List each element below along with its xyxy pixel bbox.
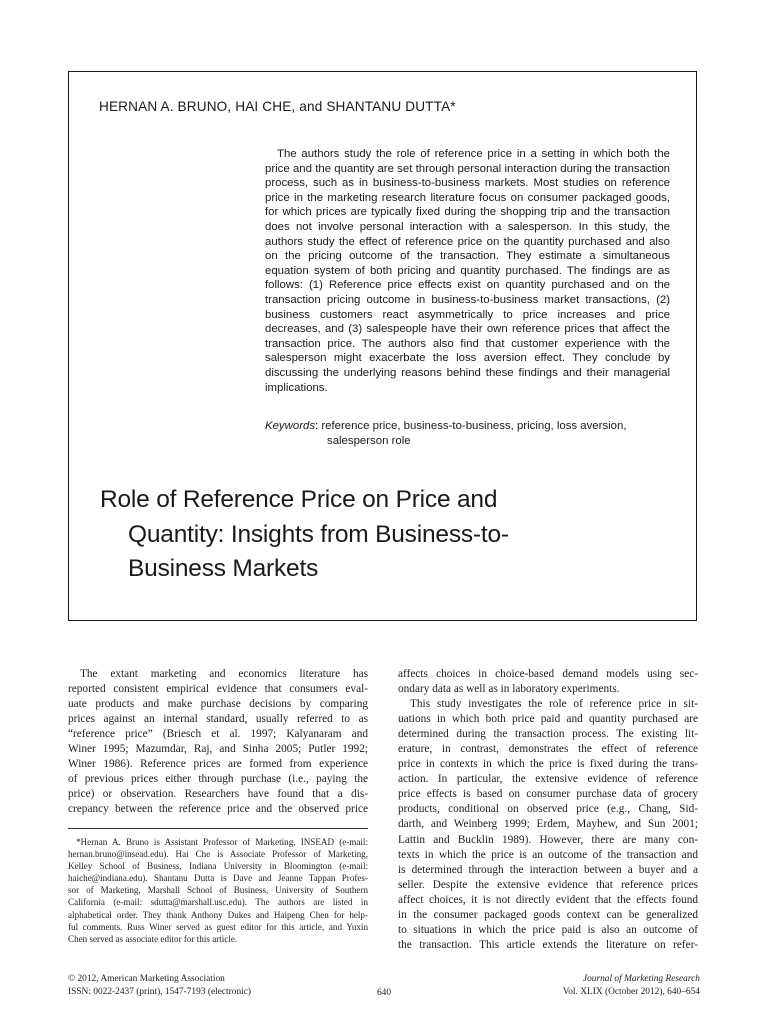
body-right-line: Lattin and Bucklin 1989). However, there are many con- (398, 833, 698, 846)
footnote-line: ful comments. Russ Winer served as guest editor for this article, and Yuxin (68, 921, 368, 932)
body-right-line: ondary data as well as in laboratory experiments. (398, 683, 620, 696)
body-right-line: to situations in which the price paid is also an outcome of (398, 923, 698, 936)
body-left-line: reported consistent empirical evidence that consumers eval- (68, 683, 368, 696)
body-right-line: price in contexts in which the price is fixed during the trans- (398, 758, 698, 771)
footnote-line: sor of Marketing, Marshall School of Business, University of Southern (68, 885, 368, 896)
body-right-line: erature, in contrast, demonstrates the effect of reference (398, 743, 698, 756)
issn: ISSN: 0022-2437 (print), 1547-7193 (electronic) (68, 986, 252, 997)
author-names: HERNAN A. BRUNO, HAI CHE, and SHANTANU DUTTA* (99, 99, 456, 114)
volume-info: Vol. XLIX (October 2012), 640–654 (562, 986, 700, 997)
body-right-line: affects choices in choice-based demand models using sec- (398, 668, 698, 680)
page-number: 640 (376, 988, 392, 998)
body-right-line: darth, and Weinberg 1999; Erdem, Mayhew, and Sun 2001; (398, 818, 698, 831)
body-right-line: texts in which the price is an outcome of the transaction and (398, 848, 698, 861)
footnote-line: haiche@indiana.edu). Shantanu Dutta is Dave and Jeanne Tappan Profes- (68, 873, 368, 884)
title-line-1: Role of Reference Price on Price and (100, 486, 498, 513)
body-left-line: prices against an internal standard, usually referred to as (68, 713, 368, 726)
body-left-line: crepancy between the reference price and the observed price (68, 803, 368, 816)
footnote-line: Chen served as associate editor for this article. (68, 933, 238, 944)
copyright-notice: © 2012, American Marketing Association (68, 974, 225, 984)
body-left-line: of previous prices either through purchase (i.e., paying the (68, 773, 368, 786)
abstract (265, 147, 670, 395)
keywords-label: Keywords (265, 420, 316, 432)
journal-name: Journal of Marketing Research (582, 974, 700, 984)
body-right-line: price effects is based on consumer purchase data of grocery (398, 788, 698, 801)
footnote-line: Kelley School of Business, Indiana University in Bloomington (e-mail: (68, 861, 368, 872)
title-line-2: Quantity: Insights from Business-to- (128, 520, 509, 548)
footnote-line: California (e-mail: sdutta@marshall.usc.edu). The authors are listed in (68, 897, 368, 908)
body-right-line: seller. Despite the extensive evidence that reference prices (398, 878, 698, 891)
body-left-line: price) or observation. Researchers have found that a dis- (68, 788, 368, 801)
footnote-rule (68, 828, 368, 829)
body-left-line: “reference price” (Briesch et al. 1997; Kalyanaram and (68, 728, 368, 741)
footnote-line: *Hernan A. Bruno is Assistant Professor of Marketing, INSEAD (e-mail: (76, 837, 368, 847)
body-left-line: The extant marketing and economics literature has (80, 668, 368, 680)
body-left-line: uate products and make purchase decisions by comparing (68, 698, 368, 711)
title-line-3: Business Markets (128, 555, 319, 582)
body-right-line: in the consumer packaged goods context can be generalized (398, 908, 698, 921)
body-right-line: is determined through the interaction between a buyer and a (398, 863, 698, 876)
body-right-line: uations in which both price paid and quantity purchased are (398, 713, 698, 726)
body-left-line: Winer 1995; Mazumdar, Raj, and Sinha 2005; Putler 1992; (68, 743, 368, 756)
keywords (265, 419, 675, 448)
body-column-right (398, 667, 698, 953)
keywords-line-2: salesperson role (327, 434, 411, 447)
author-footnote (68, 836, 368, 945)
body-left-line: Winer 1986). Reference prices are formed from experience (68, 758, 368, 771)
body-right-line: products, conditional on observed price (e.g., Chang, Sid- (398, 803, 698, 816)
abstract-text: The authors study the role of reference price in a setting in which both the price and the quantity are set through personal interaction during the transaction process, such as in business-to-business markets. Most studies on reference price in the marketing research literature focus on consumer packaged goods, for which prices are typically fixed during the shopping trip and the transaction does not involve personal interaction with a salesperson. In this study, the authors study the effect of reference price on the quantity purchased and also on the pricing outcome of the transaction. They estimate a simultaneous equation system of both pricing and quantity purchased. The findings are as follows: (1) Reference price effects exist on quantity purchased and on the transaction pricing outcome in business-to-business market transactions, (2) business customers react asymmetrically to price increases and price decreases, and (3) salespeople have their own reference prices that affect the transaction price. The authors also find that customer experience with the salesperson might exacerbate the loss aversion effect. They conclude by discussing the underlying reasons behind these findings and their managerial implications. (265, 148, 670, 394)
body-right-line: the transaction. This article extends the literature on refer- (398, 938, 698, 951)
body-right-line: determined during the transaction process. The existing lit- (398, 728, 698, 741)
body-right-line: affect choices, it is not directly evident that the effects found (398, 893, 698, 906)
body-column-left (68, 667, 368, 817)
footnote-line: hernan.bruno@insead.edu). Hai Che is Associate Professor of Marketing, (68, 849, 368, 860)
article-title (100, 483, 660, 587)
journal-info (563, 973, 700, 998)
body-right-line: This study investigates the role of reference price in sit- (410, 698, 698, 711)
body-right-line: action. In particular, the extensive evidence of reference (398, 773, 698, 786)
keywords-line-1: : reference price, business-to-business, pricing, loss aversion, (315, 420, 627, 432)
footnote-line: alphabetical order. They thank Anthony Dukes and Haipeng Chen for help- (68, 909, 368, 920)
